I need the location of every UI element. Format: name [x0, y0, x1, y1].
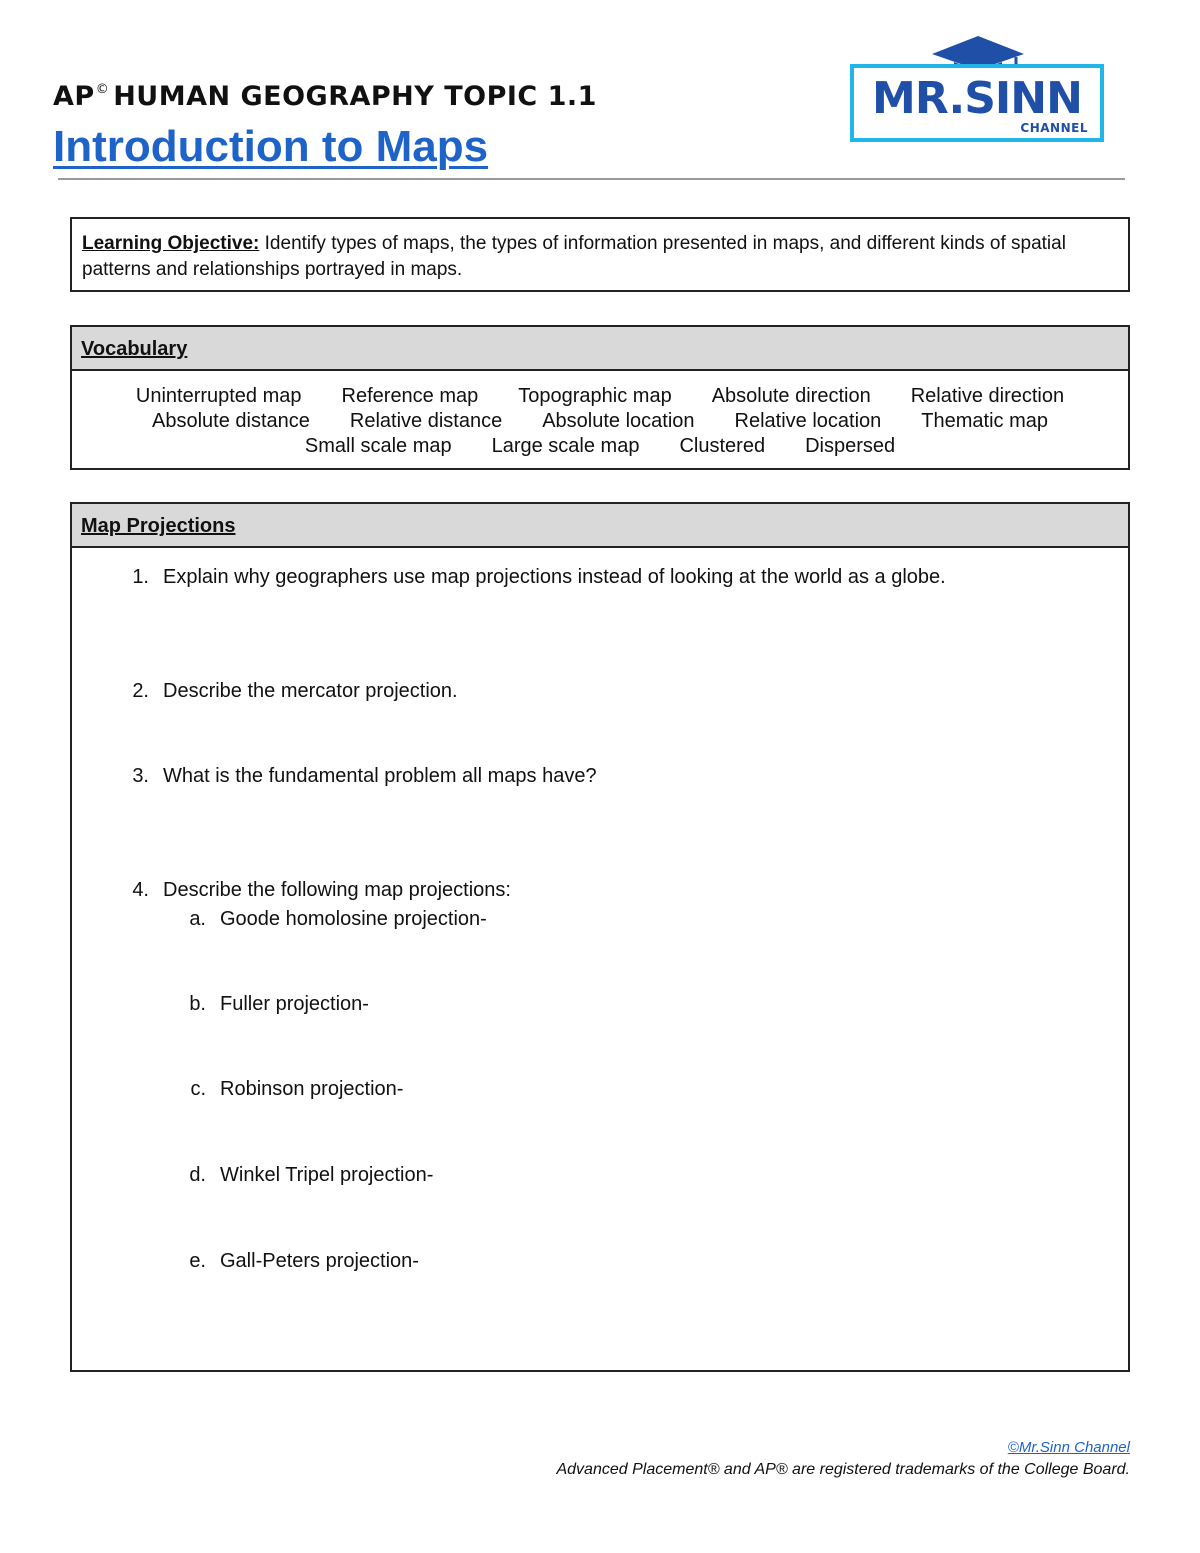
question-item — [115, 678, 458, 704]
vocab-term: Absolute direction — [711, 385, 871, 407]
vocab-term: Relative direction — [910, 385, 1065, 407]
vocab-term: Small scale map — [304, 435, 452, 457]
objective-label: Learning Objective: — [82, 233, 260, 254]
map-projections-box — [70, 502, 1130, 1372]
copyright-link[interactable]: ©Mr.Sinn Channel — [1007, 1439, 1130, 1456]
question-item — [115, 763, 597, 789]
vocab-term: Relative location — [734, 410, 882, 432]
question-text: What is the fundamental problem all maps have? — [163, 765, 597, 787]
vocab-term: Reference map — [341, 385, 479, 407]
question-number: 1. — [132, 566, 149, 588]
topic-label — [53, 72, 597, 115]
vocabulary-box — [70, 325, 1130, 470]
question-item — [115, 877, 511, 903]
question-text: Describe the mercator projection. — [163, 680, 458, 702]
sub-question-item — [184, 1162, 433, 1188]
vocab-term: Dispersed — [805, 435, 896, 457]
eyebrow-prefix: AP — [53, 81, 95, 112]
vocab-term: Absolute location — [542, 410, 695, 432]
objective-text: Identify types of maps, the types of information presented in maps, and different kinds of spatial patterns and relationships portrayed in maps. — [82, 233, 1066, 280]
sub-question-letter: a. — [189, 908, 206, 930]
sub-question-text: Fuller projection- — [220, 993, 369, 1015]
question-text: Describe the following map projections: — [163, 879, 511, 901]
page-title[interactable]: Introduction to Maps — [53, 122, 489, 171]
logo-name: MR.SINN — [872, 73, 1082, 124]
map-projections-heading: Map Projections — [72, 504, 1128, 548]
sub-question-text: Goode homolosine projection- — [220, 908, 487, 930]
trademark-notice: Advanced Placement® and AP® are registered trademarks of the College Board. — [556, 1461, 1130, 1478]
vocab-term: Clustered — [679, 435, 766, 457]
sub-question-text: Robinson projection- — [220, 1078, 404, 1100]
vocab-term: Relative distance — [349, 410, 503, 432]
sub-question-item — [184, 1248, 419, 1274]
question-item — [115, 564, 946, 590]
channel-logo — [850, 64, 1104, 142]
logo-subtitle: CHANNEL — [1020, 121, 1088, 135]
vocab-row — [72, 409, 1128, 434]
copyright-mark: © — [95, 82, 110, 97]
sub-question-text: Winkel Tripel projection- — [220, 1164, 434, 1186]
vocab-term: Thematic map — [921, 410, 1048, 432]
sub-question-letter: c. — [190, 1078, 206, 1100]
sub-question-letter: e. — [189, 1250, 206, 1272]
page-header — [53, 72, 597, 173]
sub-question-letter: d. — [189, 1164, 206, 1186]
vocab-term: Topographic map — [518, 385, 672, 407]
sub-question-item — [184, 906, 487, 932]
header-divider — [58, 178, 1125, 180]
vocab-row — [72, 434, 1128, 459]
sub-question-letter: b. — [189, 993, 206, 1015]
question-number: 2. — [132, 680, 149, 702]
learning-objective-box — [70, 217, 1130, 292]
sub-question-item — [184, 1076, 403, 1102]
question-number: 4. — [132, 879, 149, 901]
vocabulary-heading: Vocabulary — [72, 327, 1128, 371]
vocab-term: Uninterrupted map — [135, 385, 302, 407]
eyebrow-rest: HUMAN GEOGRAPHY TOPIC 1.1 — [113, 81, 597, 112]
vocab-term: Large scale map — [491, 435, 640, 457]
question-number: 3. — [132, 765, 149, 787]
vocabulary-list — [72, 371, 1128, 459]
vocab-row — [72, 384, 1128, 409]
vocab-term: Absolute distance — [152, 410, 310, 432]
sub-question-item — [184, 991, 369, 1017]
question-text: Explain why geographers use map projections instead of looking at the world as a globe. — [163, 566, 946, 588]
sub-question-text: Gall-Peters projection- — [220, 1250, 419, 1272]
